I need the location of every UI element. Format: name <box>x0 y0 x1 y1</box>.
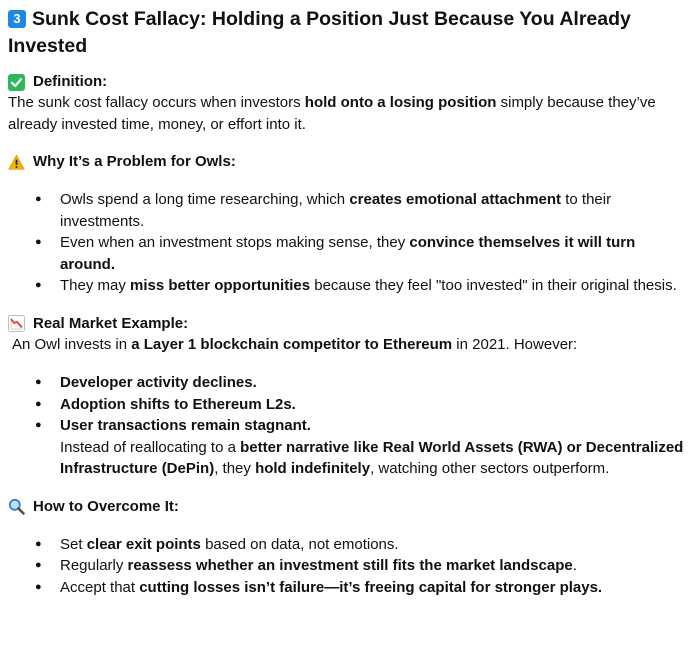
definition-text <box>8 92 691 135</box>
item-text: because they feel "too invested" in their original thesis. <box>310 277 677 294</box>
title-text: Sunk Cost Fallacy: Holding a Position Just Because You Already Invested <box>8 8 631 57</box>
item-bold: Developer activity declines. <box>60 374 257 391</box>
item-bold: reassess whether an investment still fits the market landscape <box>127 557 573 574</box>
overcome-heading-text: How to Overcome It: <box>33 497 179 515</box>
magnifying-glass-icon <box>8 498 25 515</box>
warning-icon <box>8 154 25 171</box>
item-text: Regularly <box>60 557 128 574</box>
item-text: Owls spend a long time researching, which <box>60 191 350 208</box>
item-bold: clear exit points <box>86 535 201 553</box>
followup-bold: hold indefinitely <box>255 460 371 477</box>
item-bold: User transactions remain stagnant. <box>60 417 311 434</box>
item-bold: Adoption shifts to Ethereum L2s. <box>60 395 296 413</box>
chart-decreasing-icon <box>8 315 25 332</box>
item-text: . <box>572 557 577 574</box>
keycap-number-badge: 3 <box>8 10 26 28</box>
followup-bold: better narrative like Real World Assets (RWA) or Decentralized Infrastructure (DePin) <box>60 438 684 477</box>
followup-text: Instead of reallocating to a <box>60 438 241 456</box>
problem-heading <box>8 152 691 172</box>
item-text: Accept that <box>60 578 140 596</box>
definition-bold: hold onto a losing position <box>304 94 497 111</box>
item-text: They may <box>60 277 131 294</box>
list-item <box>8 415 691 480</box>
followup-text: , watching other sectors outperform. <box>370 460 610 477</box>
example-p2: in 2021. However: <box>452 335 578 353</box>
overcome-heading <box>8 497 691 517</box>
item-bold: creates emotional attachment <box>349 191 562 208</box>
list-item <box>8 534 691 556</box>
definition-p1: The sunk cost fallacy occurs when investors <box>8 94 305 111</box>
followup-text: , they <box>214 460 256 477</box>
check-mark-icon <box>8 74 25 91</box>
definition-p2: simply because they’ve already invested time, money, or effort into it. <box>8 94 656 133</box>
list-item <box>8 555 691 577</box>
item-bold: convince themselves it will turn around. <box>60 234 636 273</box>
list-item <box>8 394 691 416</box>
overcome-list <box>8 534 691 599</box>
item-bold: miss better opportunities <box>130 277 311 294</box>
example-list <box>8 372 691 480</box>
example-heading <box>8 314 691 334</box>
example-intro <box>8 334 691 356</box>
item-text: to their investments. <box>60 191 612 230</box>
definition-heading-text: Definition: <box>33 73 108 90</box>
item-bold: cutting losses isn’t failure—it’s freeing capital for stronger plays. <box>139 578 603 596</box>
list-item <box>8 577 691 599</box>
problem-heading-text: Why It’s a Problem for Owls: <box>33 153 236 170</box>
list-item <box>8 232 691 275</box>
definition-heading <box>8 72 691 92</box>
item-text: based on data, not emotions. <box>200 535 399 553</box>
example-p1: An Owl invests in <box>12 335 132 353</box>
list-item <box>8 372 691 394</box>
item-text: Even when an investment stops making sense, they <box>60 234 410 251</box>
list-item <box>8 189 691 232</box>
example-heading-text: Real Market Example: <box>33 314 189 332</box>
example-bold: a Layer 1 blockchain competitor to Ethereum <box>131 335 453 353</box>
problem-list <box>8 189 691 297</box>
item-text: Set <box>60 535 87 553</box>
page-title <box>8 6 691 60</box>
list-item <box>8 275 691 297</box>
